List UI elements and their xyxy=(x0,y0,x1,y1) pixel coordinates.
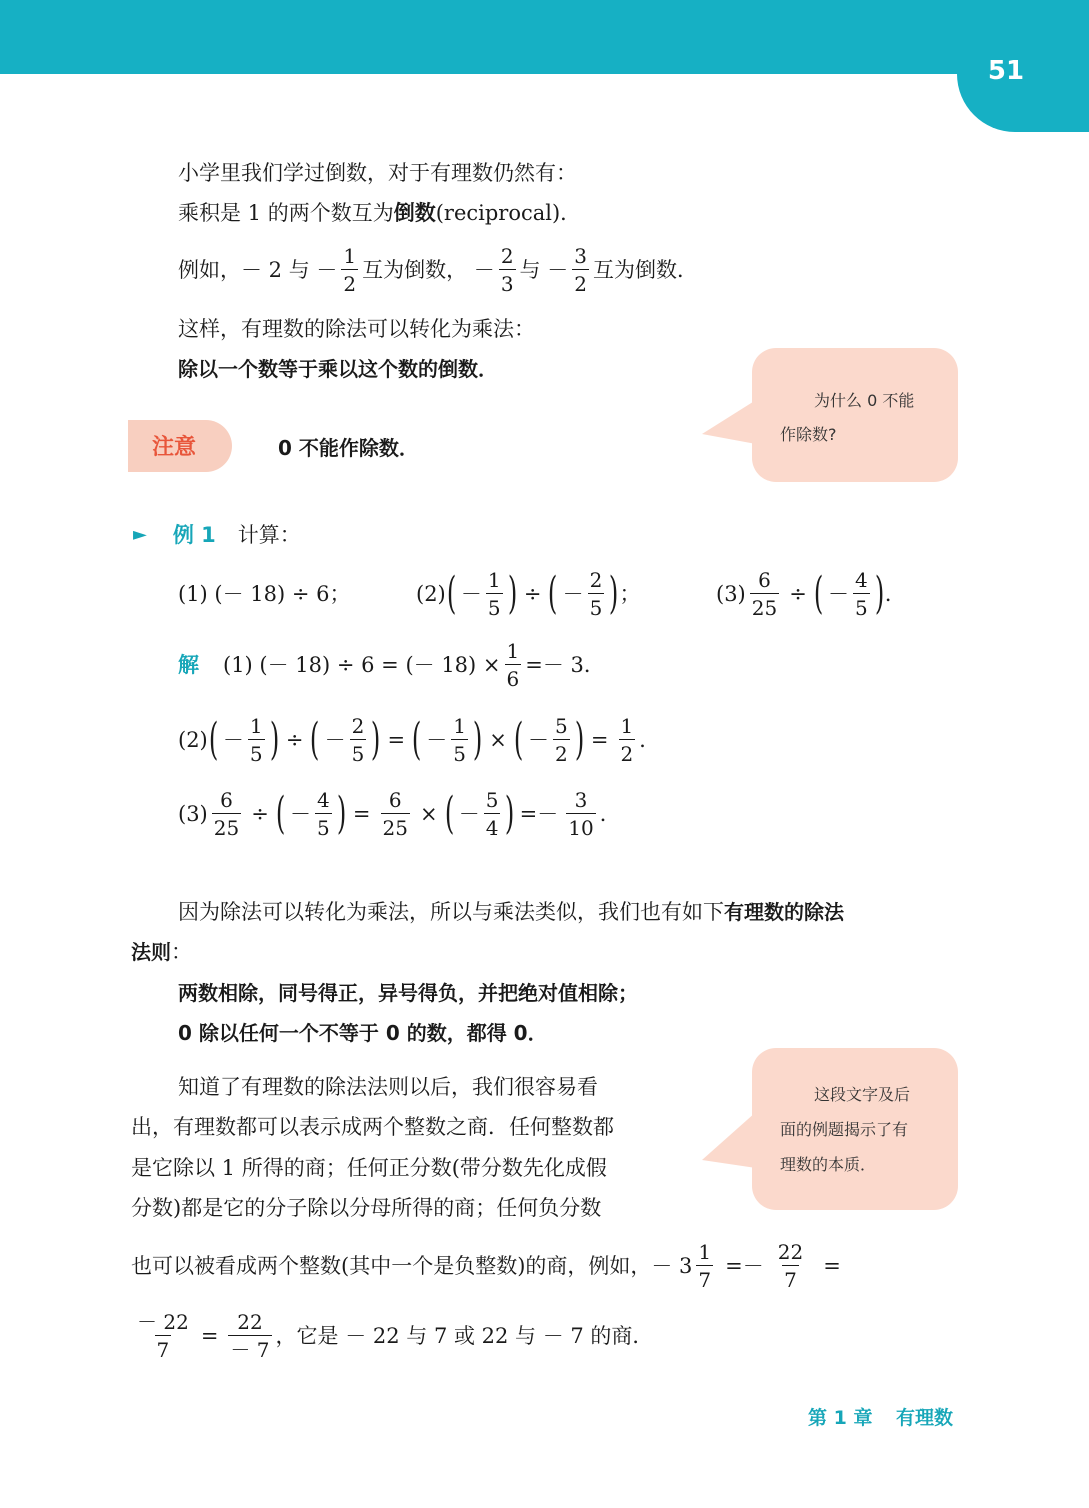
denominator: 4 xyxy=(484,813,501,839)
numerator: 1 xyxy=(487,568,501,592)
denominator: 5 xyxy=(248,739,265,765)
text: = xyxy=(823,1254,841,1278)
rule-1: 两数相除，同号得正，异号得负，并把绝对值相除； xyxy=(178,981,638,1005)
top-banner xyxy=(0,0,1089,74)
divide-sign: ÷ xyxy=(789,582,807,606)
bubble-2-line-3: 理数的本质． xyxy=(780,1155,877,1174)
denominator: 5 xyxy=(853,593,870,619)
denominator: 3 xyxy=(499,269,516,295)
numerator: 6 xyxy=(388,788,402,812)
paren: ( xyxy=(813,568,824,619)
minus: － xyxy=(324,728,346,752)
numerator: 1 xyxy=(620,714,634,738)
division-rule-highlight: 除以一个数等于乘以这个数的倒数． xyxy=(178,357,498,381)
solution-3 xyxy=(178,784,621,844)
fraction xyxy=(750,569,779,619)
para-line-2: 出，有理数都可以表示成两个整数之商．任何整数都 xyxy=(131,1115,614,1139)
equals-sign: = xyxy=(200,1324,219,1348)
text: (1) (－ 18) ÷ 6 = (－ 18) × xyxy=(223,653,501,677)
rule-intro xyxy=(178,897,844,927)
equals-sign: = xyxy=(590,728,609,752)
example-marker-icon: ► xyxy=(133,524,147,545)
numerator: 2 xyxy=(589,568,603,592)
denominator: 2 xyxy=(553,739,570,765)
denominator: 5 xyxy=(350,739,367,765)
note-label: 注意 xyxy=(152,435,197,460)
label: (2) xyxy=(416,582,446,606)
intro-line-4: 这样，有理数的除法可以转化为乘法： xyxy=(178,317,535,341)
para-line-5 xyxy=(131,1236,841,1296)
minus: － xyxy=(289,802,311,826)
rule-term-end: 法则 xyxy=(131,940,171,964)
numerator: 6 xyxy=(758,568,771,592)
numerator: 3 xyxy=(574,788,588,812)
numerator: 4 xyxy=(854,568,868,592)
para-line-6 xyxy=(131,1306,653,1366)
equals-minus: =－ xyxy=(519,802,559,826)
numerator: 6 xyxy=(220,788,233,812)
denominator: 2 xyxy=(341,269,358,295)
denominator: 6 xyxy=(505,664,522,690)
fraction xyxy=(248,715,265,765)
example-header xyxy=(133,520,301,550)
footer-title: 有理数 xyxy=(896,1407,954,1429)
paren: ( xyxy=(444,788,454,839)
denominator: 7 xyxy=(782,1265,799,1291)
rule-2: 0 除以任何一个不等于 0 的数，都得 0． xyxy=(178,1021,548,1045)
rule-term: 有理数的除法 xyxy=(724,900,844,924)
text: 互为倒数， － xyxy=(362,258,495,282)
bubble-2-line-1: 这段文字及后 xyxy=(814,1085,911,1104)
fraction xyxy=(619,715,636,765)
numerator: － 22 xyxy=(137,1310,189,1334)
denominator: 5 xyxy=(451,739,468,765)
paren: ( xyxy=(513,714,524,765)
numerator: 1 xyxy=(343,244,357,268)
fraction xyxy=(341,245,358,295)
numerator: 2 xyxy=(351,714,365,738)
footer-chapter: 第 1 章 xyxy=(808,1407,873,1429)
paren: ) xyxy=(507,568,517,619)
para-line-1: 知道了有理数的除法法则以后，我们很容易看 xyxy=(178,1075,598,1099)
numerator: 1 xyxy=(249,714,263,738)
numerator: 2 xyxy=(500,244,514,268)
paren: ) xyxy=(874,568,885,619)
numerator: 5 xyxy=(485,788,499,812)
paren: ( xyxy=(411,714,422,765)
minus: － xyxy=(562,582,584,606)
fraction xyxy=(212,789,241,839)
denominator: 25 xyxy=(381,813,410,839)
fraction xyxy=(228,1311,271,1361)
text: ，它是 － 22 与 7 或 22 与 － 7 的商． xyxy=(275,1324,654,1348)
equals-sign: = xyxy=(387,728,406,752)
denominator: 5 xyxy=(315,813,332,839)
example-label: 例 1 xyxy=(172,523,216,547)
fraction xyxy=(315,789,332,839)
fraction xyxy=(484,789,501,839)
denominator: 5 xyxy=(588,593,605,619)
paren: ( xyxy=(275,788,286,839)
denominator: 10 xyxy=(566,813,595,839)
paren: ( xyxy=(208,714,219,765)
text: =－ 3． xyxy=(525,653,605,677)
end: ． xyxy=(884,582,906,606)
denominator: 25 xyxy=(750,593,779,619)
paren: ( xyxy=(548,568,558,619)
fraction xyxy=(499,245,516,295)
reciprocal-term: 倒数 xyxy=(393,201,436,225)
denominator: 2 xyxy=(572,269,589,295)
fraction xyxy=(572,245,589,295)
fraction xyxy=(381,789,410,839)
fraction xyxy=(566,789,595,839)
end: ； xyxy=(619,582,641,606)
text: =－ xyxy=(725,1254,764,1278)
example-title: 计算： xyxy=(237,523,301,547)
numerator: 5 xyxy=(554,714,568,738)
solution-1 xyxy=(178,636,605,694)
fraction xyxy=(350,715,367,765)
text: 例如，－ 2 与 － xyxy=(178,258,338,282)
equals-sign: = xyxy=(352,802,371,826)
intro-line-1: 小学里我们学过倒数，对于有理数仍然有： xyxy=(178,161,577,185)
denominator: 7 xyxy=(155,1335,172,1361)
example-q2 xyxy=(416,564,641,624)
paren: ( xyxy=(446,568,457,619)
fraction xyxy=(588,569,605,619)
minus: － xyxy=(222,728,244,752)
fraction xyxy=(776,1241,805,1291)
paren: ) xyxy=(609,568,619,619)
text: 互为倒数． xyxy=(592,258,698,282)
numerator: 3 xyxy=(574,244,587,268)
para-line-4: 分数)都是它的分子除以分母所得的商；任何负分数 xyxy=(131,1196,602,1220)
intro-line-2-post: (reciprocal)． xyxy=(435,201,582,225)
paren: ) xyxy=(269,714,279,765)
times-sign: × xyxy=(419,802,438,826)
denominator: 7 xyxy=(696,1265,713,1291)
intro-line-2-pre: 乘积是 1 的两个数互为 xyxy=(178,201,394,225)
divide-sign: ÷ xyxy=(285,728,304,752)
label: (3) xyxy=(178,802,208,826)
page-number: 51 xyxy=(987,56,1025,86)
fraction xyxy=(505,640,522,690)
paren: ) xyxy=(371,714,381,765)
bubble-1-line-2: 作除数? xyxy=(780,425,837,444)
denominator: 25 xyxy=(212,813,241,839)
fraction xyxy=(135,1311,191,1361)
numerator: 1 xyxy=(506,639,520,663)
example-q3 xyxy=(716,564,906,624)
numerator: 4 xyxy=(316,788,330,812)
denominator: － 7 xyxy=(228,1335,271,1361)
paren: ( xyxy=(310,714,320,765)
fraction xyxy=(696,1241,713,1291)
intro-line-3 xyxy=(178,240,698,300)
fraction xyxy=(553,715,570,765)
paren: ) xyxy=(574,714,585,765)
intro-line-2 xyxy=(178,198,581,228)
bubble-1-line-1: 为什么 0 不能 xyxy=(814,391,915,410)
numerator: 22 xyxy=(777,1240,804,1264)
note-text: 0 不能作除数． xyxy=(278,436,419,460)
text: 因为除法可以转化为乘法，所以与乘法类似，我们也有如下 xyxy=(178,900,724,924)
text: ： xyxy=(171,940,192,964)
paren: ) xyxy=(505,788,515,839)
minus: － xyxy=(460,582,482,606)
rule-intro-cont xyxy=(131,937,192,967)
divide-sign: ÷ xyxy=(251,802,269,826)
minus: － xyxy=(426,728,448,752)
minus: － xyxy=(527,728,549,752)
divide-sign: ÷ xyxy=(523,582,542,606)
numerator: 1 xyxy=(698,1240,712,1264)
solution-label: 解 xyxy=(178,653,199,677)
paren: ) xyxy=(336,788,347,839)
label: (2) xyxy=(178,728,208,752)
denominator: 2 xyxy=(619,739,636,765)
solution-2 xyxy=(178,710,660,770)
minus: － xyxy=(827,582,849,606)
end: ． xyxy=(639,728,661,752)
bubble-2-line-2: 面的例题揭示了有 xyxy=(780,1120,909,1139)
paren: ) xyxy=(472,714,483,765)
fraction xyxy=(486,569,503,619)
text: 也可以被看成两个整数(其中一个是负整数)的商，例如，－ 3 xyxy=(131,1254,693,1278)
text: 与 － xyxy=(519,258,569,282)
fraction xyxy=(451,715,468,765)
numerator: 1 xyxy=(453,714,467,738)
fraction xyxy=(853,569,870,619)
minus: － xyxy=(458,802,480,826)
denominator: 5 xyxy=(486,593,503,619)
example-q1: (1) (－ 18) ÷ 6； xyxy=(178,582,351,606)
label: (3) xyxy=(716,582,746,606)
para-line-3: 是它除以 1 所得的商；任何正分数(带分数先化成假 xyxy=(131,1156,607,1180)
end: ． xyxy=(599,802,621,826)
numerator: 22 xyxy=(237,1310,263,1334)
times-sign: × xyxy=(489,728,507,752)
